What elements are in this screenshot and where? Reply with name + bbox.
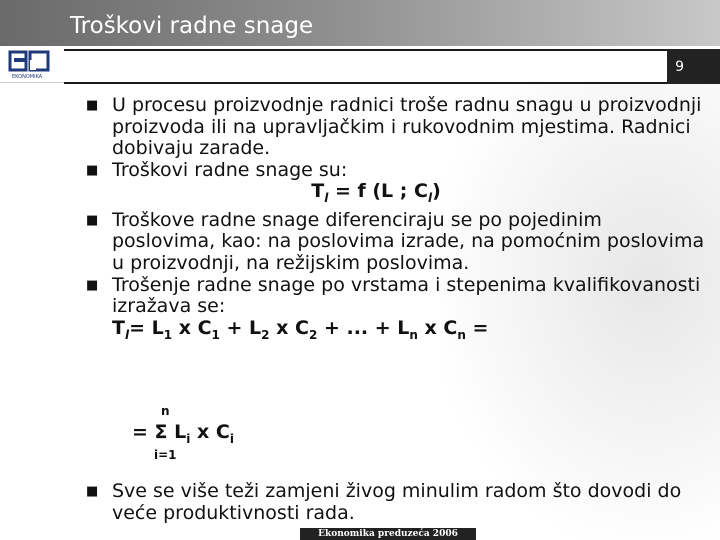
formula-subscript: l: [324, 191, 329, 206]
formula-token: + L: [219, 316, 262, 339]
formula-expansion: [86, 318, 706, 346]
bullet-item: [86, 481, 706, 524]
bullet-text: Trošenje radne snage po vrstama i stepenima kvalifikovanosti izražava se:: [112, 273, 701, 318]
formula-token: = f (L ; C: [328, 180, 428, 203]
formula-token: = Σ L: [132, 421, 187, 443]
formula-subscript: 1: [211, 327, 220, 342]
page-number: 9: [675, 59, 684, 75]
bullet-square-icon: ■: [86, 98, 99, 113]
formula-subscript: 2: [308, 327, 318, 342]
bullet-square-icon: ■: [86, 484, 99, 499]
formula-cost: [46, 181, 706, 209]
formula-token: T: [112, 316, 125, 339]
formula-subscript: l: [427, 191, 433, 206]
formula-token: x C: [172, 316, 212, 339]
logo-subtext: EKONOMIKA: [12, 74, 43, 80]
formula-subscript: i: [186, 431, 191, 446]
formula-subscript: 1: [163, 327, 173, 342]
formula-token: = L: [129, 316, 164, 339]
logo: [0, 46, 64, 83]
bullet-square-icon: ■: [86, 277, 99, 293]
header-band: [64, 49, 667, 84]
footer-bar: [300, 528, 476, 540]
footer-text: Ekonomika preduzeća 2006: [318, 529, 458, 539]
bullet-square-icon: ■: [86, 162, 99, 178]
formula-subscript: n: [457, 327, 466, 342]
sum-expression: [132, 421, 234, 446]
formula-token: + ... + L: [317, 316, 410, 339]
formula-subscript: i: [229, 431, 234, 446]
formula-subscript: n: [409, 327, 418, 342]
formula-token: x C: [269, 316, 309, 339]
formula-token: =: [465, 316, 489, 339]
formula-subscript: l: [124, 327, 130, 342]
bullet-item: [86, 275, 706, 318]
bullet-text: Sve se više teži zamjeni živog minulim radom što dovodi do veće produktivnosti rada.: [112, 480, 682, 524]
ep-logo-icon: [0, 46, 64, 82]
bullet-item: [86, 95, 706, 160]
bullet-row: [86, 481, 706, 524]
bullet-item: [86, 160, 706, 182]
summation-formula: [132, 404, 332, 464]
bullet-text: U procesu proizvodnje radnici troše radnu snagu u proizvodnji proizvoda ili na upravljačkim i rukovodnim mjestima. Radnici dobivaju zarade.: [112, 94, 702, 160]
slide-title: Troškovi radne snage: [70, 13, 314, 39]
formula-token: x C: [190, 421, 230, 443]
formula-token: ): [432, 180, 441, 203]
title-bar: [0, 0, 720, 46]
bullet-square-icon: ■: [86, 212, 99, 228]
formula-subscript: 2: [261, 327, 270, 342]
bullet-text: Troškovi radne snage su:: [112, 158, 348, 181]
formula-token: T: [311, 180, 325, 203]
formula-token: x C: [417, 316, 458, 339]
bullet-text: Troškove radne snage diferenciraju se po pojedinim poslovima, kao: na poslovima izrade, na pomoćnim poslovima u proizvodnji, na režijskim poslovima.: [112, 208, 705, 274]
sum-upper-limit: n: [161, 404, 170, 418]
sum-lower-limit: i=1: [154, 448, 177, 462]
slide-content: [86, 95, 706, 346]
bullet-item: [86, 210, 706, 275]
